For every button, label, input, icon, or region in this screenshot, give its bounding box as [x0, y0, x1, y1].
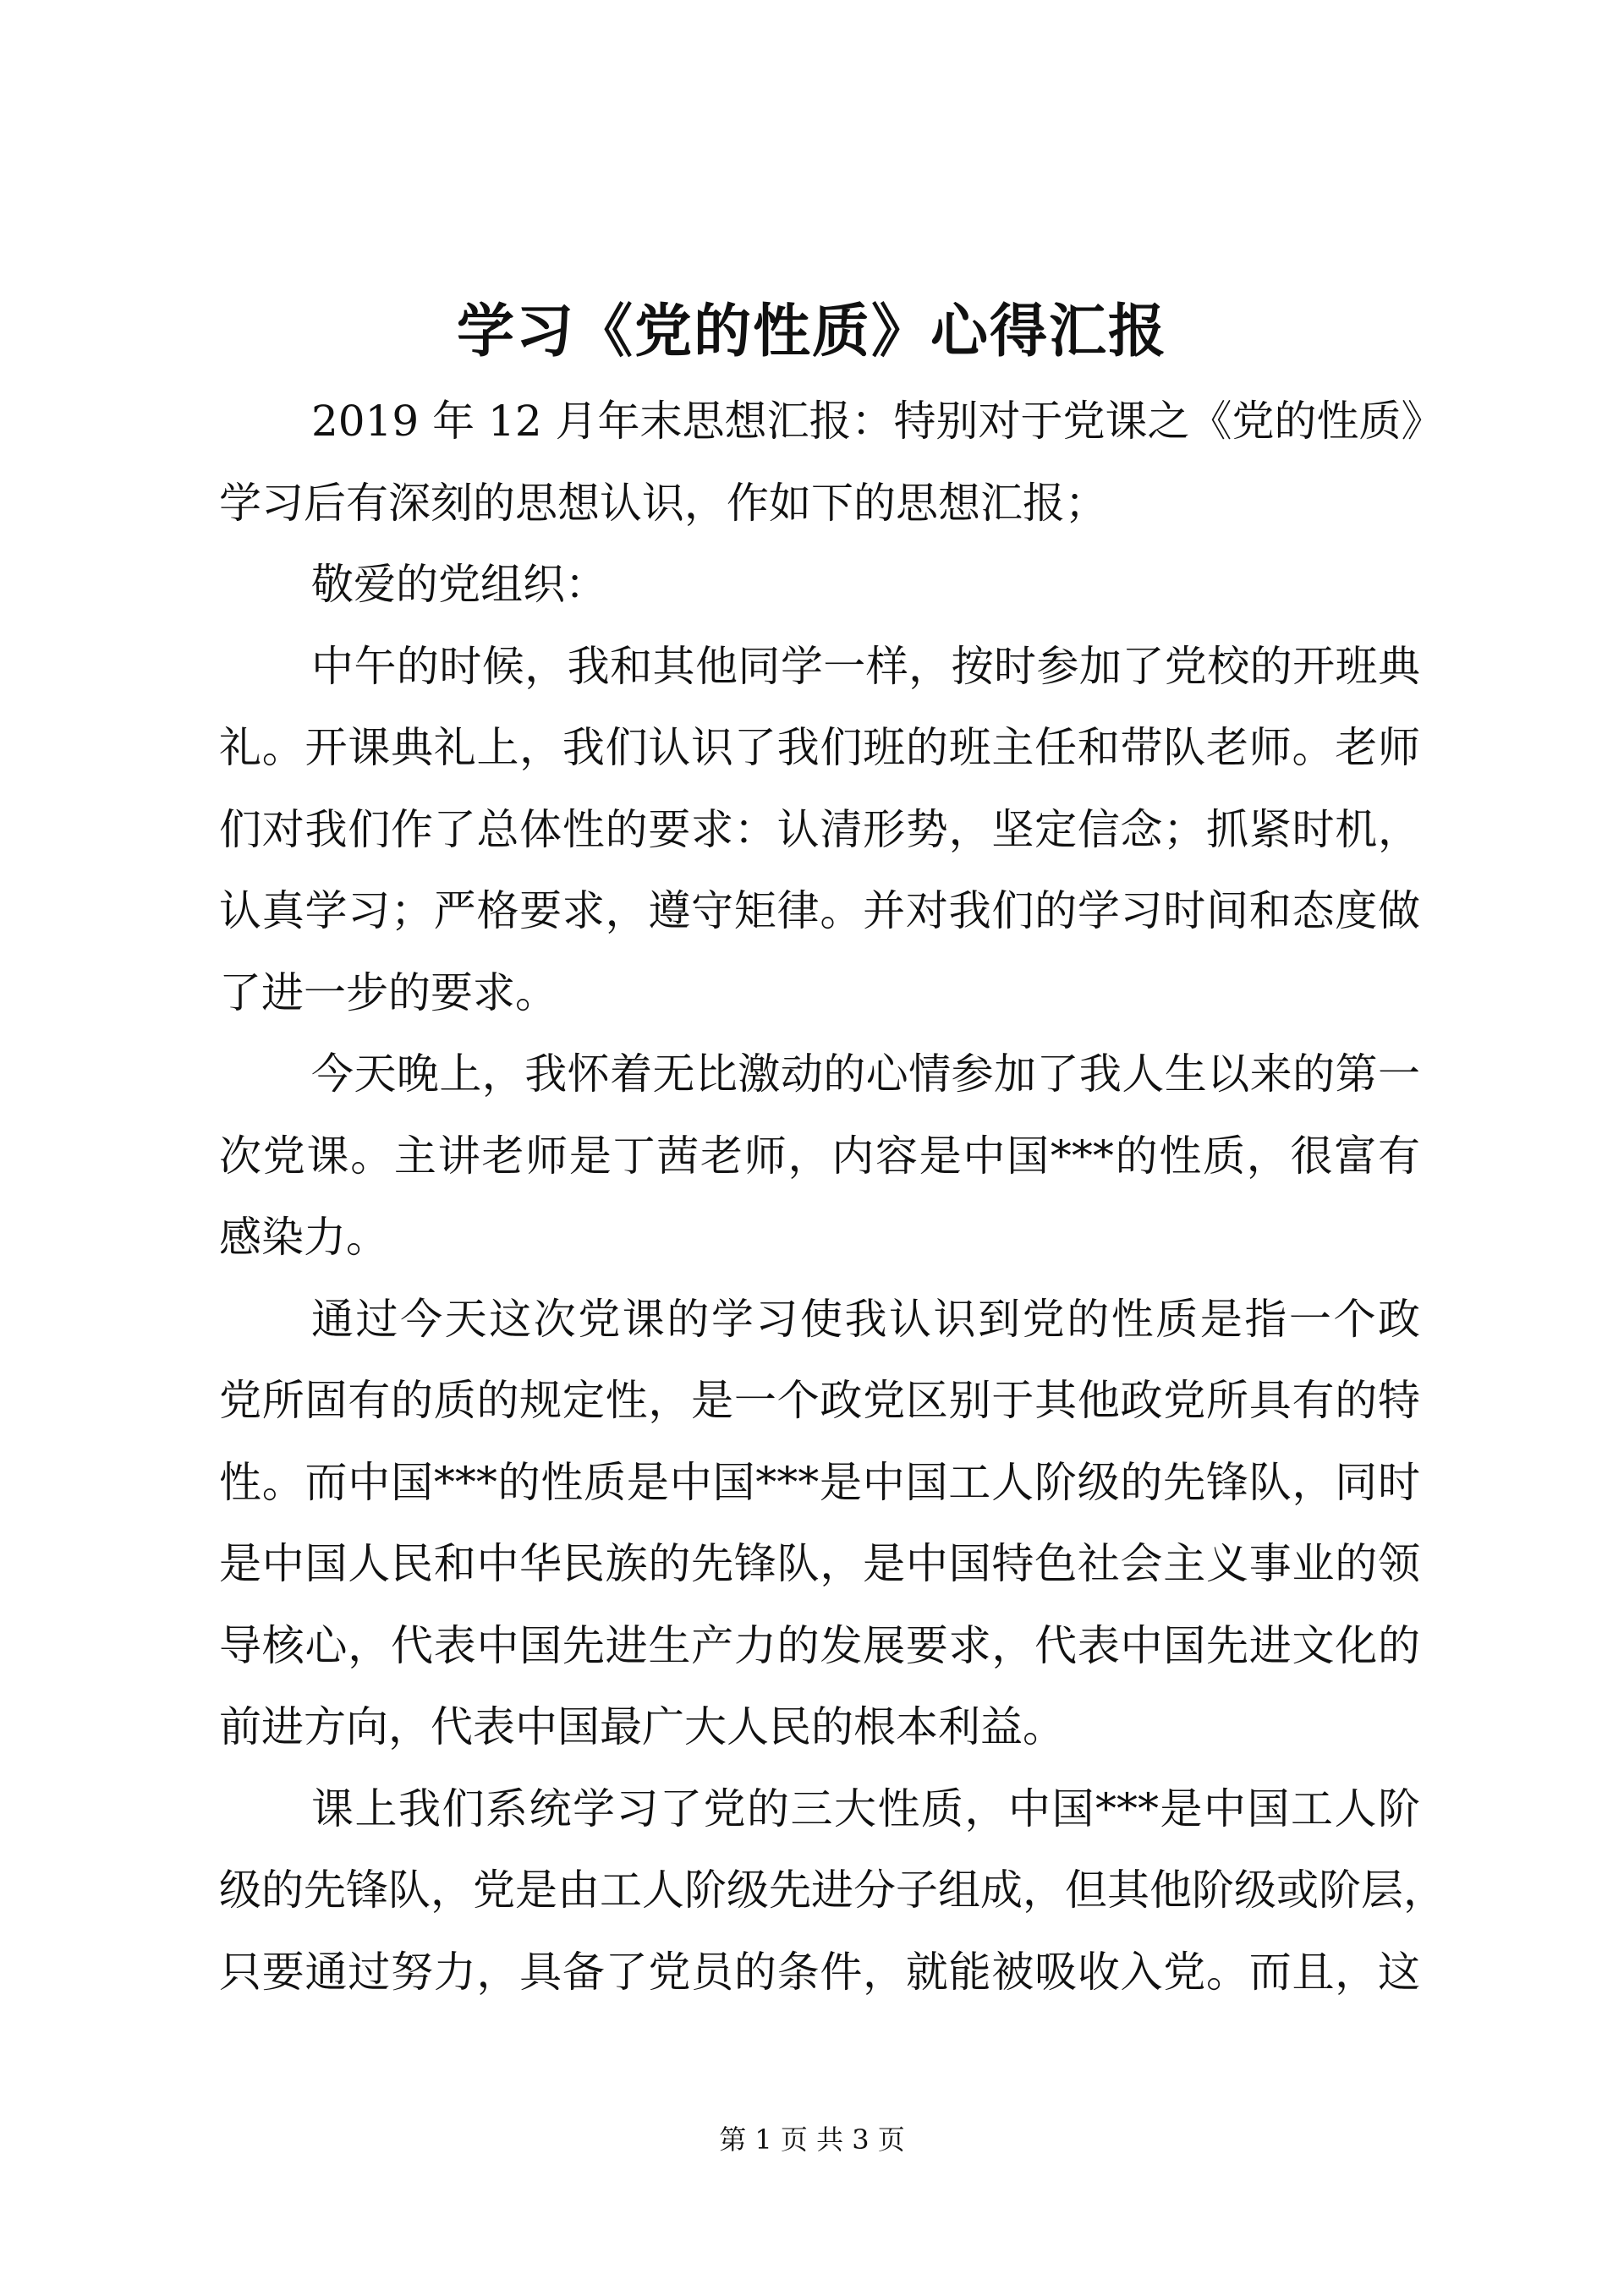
text-line: 了进一步的要求。 — [219, 967, 557, 1017]
text-line: 级的先锋队，党是由工人阶级先进分子组成，但其他阶级或阶层， — [219, 1866, 1446, 1915]
text-line: 学习后有深刻的思想认识，作如下的思想汇报； — [219, 478, 1107, 528]
document-title: 学习《党的性质》心得汇报 — [456, 298, 1167, 365]
text-line: 今天晚上，我怀着无比激动的心情参加了我人生以来的第一 — [311, 1049, 1420, 1099]
text-line: 导核心，代表中国先进生产力的发展要求，代表中国先进文化的 — [219, 1620, 1420, 1670]
text-line: 党所固有的质的规定性，是一个政党区别于其他政党所具有的特 — [219, 1376, 1420, 1425]
text-line: 中午的时候，我和其他同学一样，按时参加了党校的开班典 — [311, 641, 1420, 691]
page-footer: 第 1 页 共 3 页 — [719, 2123, 905, 2156]
text-line: 敬爱的党组织： — [311, 560, 607, 609]
text-line: 课上我们系统学习了党的三大性质，中国***是中国工人阶 — [311, 1784, 1420, 1833]
text-line: 只要通过努力，具备了党员的条件，就能被吸收入党。而且，这 — [219, 1947, 1420, 1997]
text-line: 们对我们作了总体性的要求：认清形势，坚定信念；抓紧时机， — [219, 804, 1420, 854]
text-line: 礼。开课典礼上，我们认识了我们班的班主任和带队老师。老师 — [219, 723, 1420, 772]
text-line: 感染力。 — [219, 1213, 388, 1262]
document-body — [219, 381, 1446, 2013]
text-line: 认真学习；严格要求，遵守矩律。并对我们的学习时间和态度做 — [219, 886, 1420, 935]
text-line: 性。而中国***的性质是中国***是中国工人阶级的先锋队，同时 — [219, 1457, 1420, 1507]
text-line: 2019 年 12 月年末思想汇报：特别对于党课之《党的性质》 — [311, 397, 1444, 446]
text-line: 通过今天这次党课的学习使我认识到党的性质是指一个政 — [311, 1294, 1420, 1344]
text-line: 次党课。主讲老师是丁茜老师，内容是中国***的性质，很富有 — [219, 1131, 1420, 1181]
text-line: 是中国人民和中华民族的先锋队，是中国特色社会主义事业的领 — [219, 1539, 1420, 1588]
text-line: 前进方向，代表中国最广大人民的根本利益。 — [219, 1702, 1065, 1751]
